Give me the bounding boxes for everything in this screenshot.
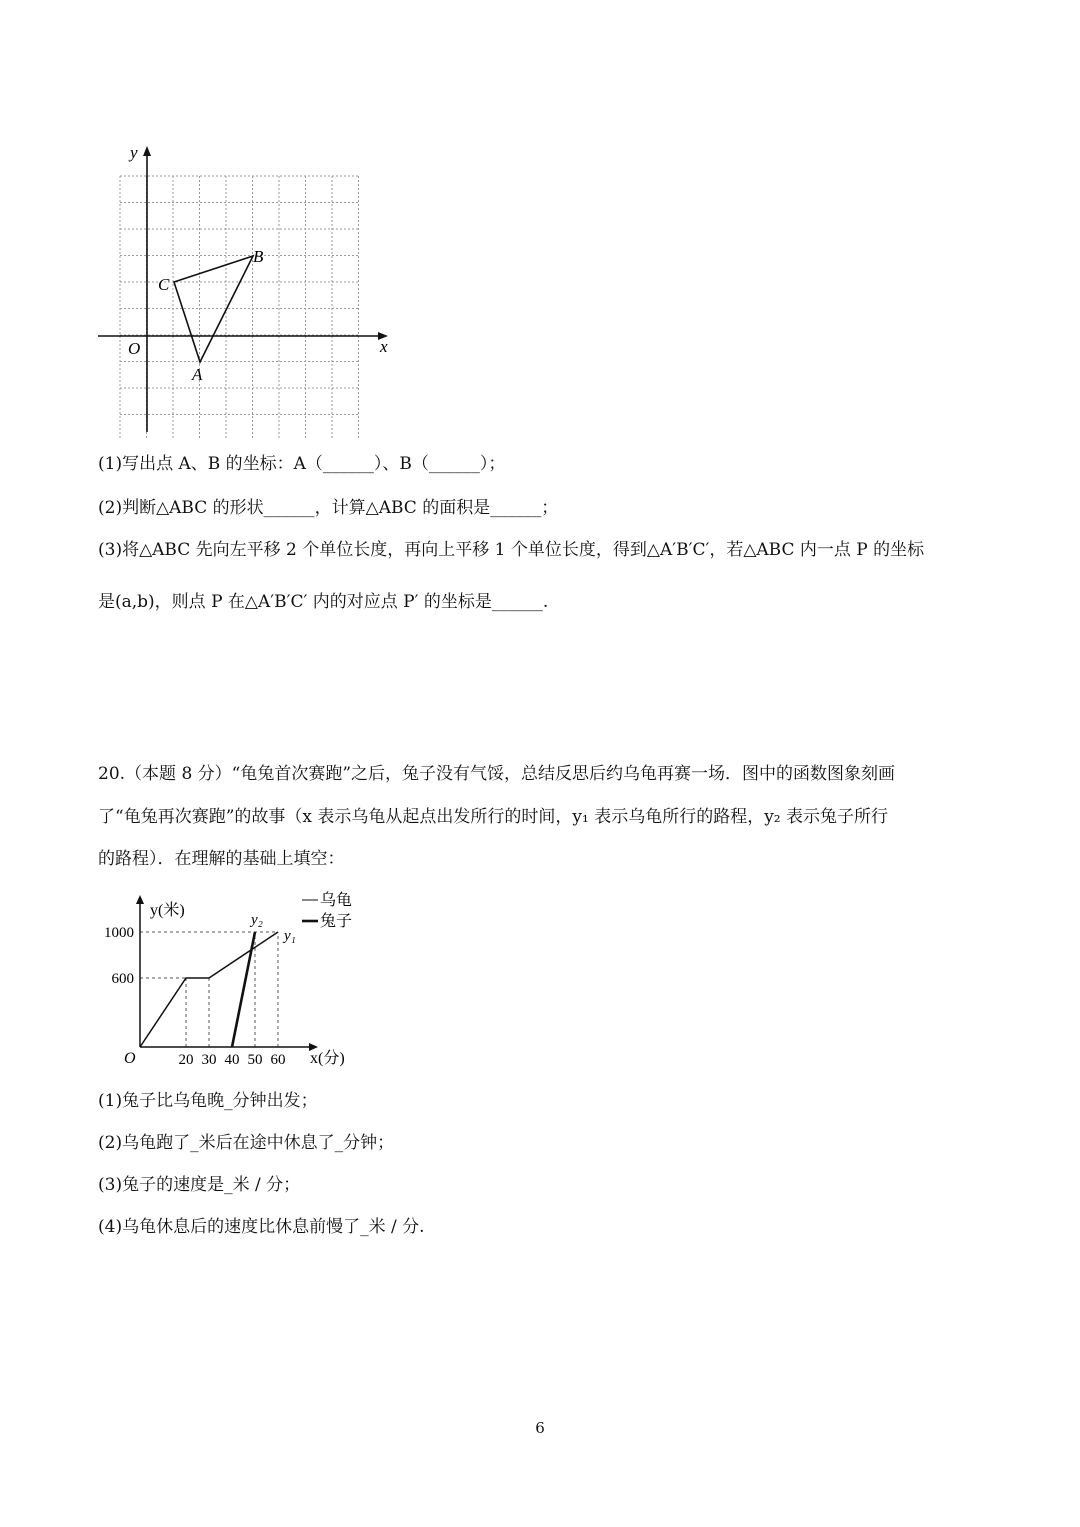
chart-origin-label: O [124,1050,136,1067]
chart-series-group [140,932,278,1047]
q20-stem-line1: 20.（本题 8 分）“龟兔首次赛跑”之后，兔子没有气馁，总结反思后约乌龟再赛一场．图中的函数图象刻画 [98,764,896,784]
chart-ylabel: y(米) [150,902,185,919]
origin-label: O [128,339,141,358]
legend-label-rabbit: 兔子 [320,913,353,930]
q20-part4: (4)乌龟休息后的速度比休息前慢了_米 / 分. [98,1217,425,1237]
legend-label-tortoise: 乌龟 [320,892,353,909]
x-tick-label: 30 [201,1052,217,1068]
point-b-label: B [253,247,264,266]
chart-y-axis-arrow [136,895,144,904]
q19-part1: (1)写出点 A、B 的坐标：A（______）、B（______）； [98,454,506,474]
y-axis-arrow [143,146,151,156]
coordinate-grid-figure [90,140,400,440]
point-a-label: A [192,365,203,384]
x-axis-label: x [380,337,388,356]
q20-part1: (1)兔子比乌龟晚_分钟出发； [98,1091,318,1111]
q20-stem-line2: 了“龟兔再次赛跑”的故事（x 表示乌龟从起点出发所行的时间，y₁ 表示乌龟所行的路程，y₂ 表示兔子所行 [98,807,889,827]
chart-xlabel: x(分) [310,1050,345,1067]
series-label-y2: y₂ [251,912,263,928]
q19-part3-line1: (3)将△ABC 先向左平移 2 个单位长度，再向上平移 1 个单位长度，得到△A′B′C′，若△ABC 内一点 P 的坐标 [98,540,925,560]
q20-part2: (2)乌龟跑了_米后在途中休息了_分钟； [98,1133,395,1153]
series-line-y1 [140,932,278,1047]
y-axis-label: y [130,143,138,162]
race-chart [90,885,380,1070]
series-label-y1: y₁ [284,928,296,944]
chart-guides [140,932,278,1047]
x-tick-label: 40 [224,1052,240,1068]
y-tick-label: 600 [111,971,134,987]
y-tick-label: 1000 [104,925,134,941]
x-tick-label: 50 [247,1052,263,1068]
page-number: 6 [535,1419,545,1437]
q20-part3: (3)兔子的速度是_米 / 分； [98,1175,301,1195]
q19-part2: (2)判断△ABC 的形状______，计算△ABC 的面积是______； [98,498,559,518]
grid-lines [120,176,359,440]
x-tick-label: 20 [178,1052,194,1068]
chart-ticks-group [104,912,296,1068]
x-tick-label: 60 [270,1052,286,1068]
q20-stem-line3: 的路程）．在理解的基础上填空： [98,849,345,869]
q19-part3-line2: 是(a,b)，则点 P 在△A′B′C′ 内的对应点 P′ 的坐标是______. [98,592,549,612]
series-line-y2 [232,932,255,1047]
point-c-label: C [158,275,170,294]
